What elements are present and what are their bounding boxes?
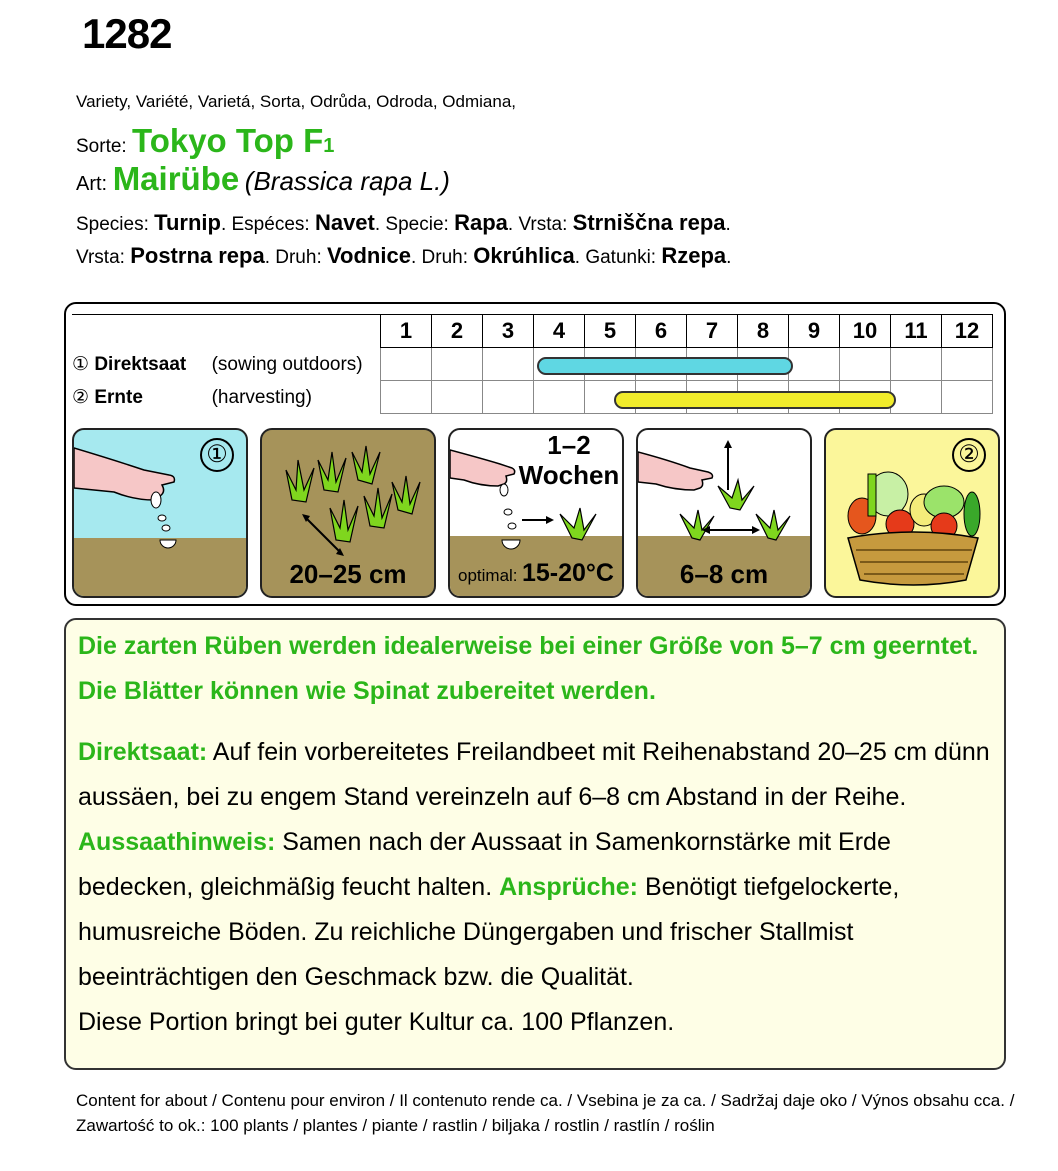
row-name: Direktsaat — [94, 353, 187, 375]
species-value: Rzepa — [661, 243, 727, 268]
species-label: . Druh: — [264, 247, 328, 268]
month-header: 6 — [636, 315, 687, 348]
calendar-panel — [64, 302, 1006, 606]
month-header: 9 — [789, 315, 840, 348]
text-aussaathinweis: Samen nach der Aussaat in Samenkornstärke mit Erde bedecken, gleichmäßig feucht halten. — [78, 828, 891, 901]
species-line-2 — [76, 243, 731, 269]
species-value: Strniščna repa — [572, 210, 726, 235]
row-name: Ernte — [94, 386, 143, 408]
sorte-subscript: 1 — [323, 135, 335, 157]
hand-sowing-icon — [74, 430, 248, 598]
month-cell — [534, 381, 585, 414]
optimal-label: optimal: — [458, 566, 518, 585]
harvest-period-bar — [614, 391, 896, 409]
species-value: Postrna repa — [130, 243, 265, 268]
vegetable-basket-icon — [826, 430, 1000, 598]
sorte-row — [76, 122, 334, 160]
species-line-1 — [76, 210, 731, 236]
species-value: Rapa — [454, 210, 508, 235]
species-label: . Espéces: — [220, 214, 315, 235]
sorte-value: Tokyo Top F — [131, 122, 324, 159]
month-header: 10 — [840, 315, 891, 348]
species-value: Navet — [314, 210, 375, 235]
row-desc: (harvesting) — [211, 386, 312, 408]
row-marker: ② — [72, 386, 90, 408]
month-header: 5 — [585, 315, 636, 348]
month-header: 3 — [483, 315, 534, 348]
species-label: Vrsta: — [76, 247, 131, 268]
month-cell — [891, 381, 942, 414]
month-cell — [891, 348, 942, 381]
step-marker: ② — [952, 438, 986, 472]
month-header: 8 — [738, 315, 789, 348]
footer-content-note: Content for about / Contenu pour environ / Il contenuto rende ca. / Vsebina je za ca. / Sadržaj daje oko / Výnos obsahu cca. / Zawartość to ok.: 100 plants / plantes / piante / rastlin / biljaka / rostlin / rastlín / roślin — [76, 1091, 1015, 1135]
art-value: Mairübe — [112, 160, 240, 197]
calendar-row-label — [72, 348, 381, 381]
month-cell — [483, 348, 534, 381]
art-label: Art: — [76, 173, 108, 195]
sorte-label: Sorte: — [76, 136, 127, 157]
row-spacing-label: 20–25 cm — [289, 559, 407, 589]
species-label: . Gatunki: — [574, 247, 662, 268]
harvest-note-line-1: Die zarten Rüben werden idealerweise bei einer Größe von 5–7 cm geerntet. — [78, 632, 979, 660]
text-ansprueche: Benötigt tiefgelockerte, humusreiche Böden. Zu reichliche Düngergaben und frischer Stallmist beeinträchtigen den Geschmack bzw. die Qualität. — [78, 873, 900, 991]
calendar-row-sowing — [72, 348, 993, 381]
month-cell — [432, 381, 483, 414]
month-cell — [381, 381, 432, 414]
heading-ansprueche: Ansprüche: — [499, 873, 638, 901]
harvest-note — [78, 624, 998, 714]
product-code: 1282 — [82, 10, 172, 57]
month-header: 2 — [432, 315, 483, 348]
month-cell — [381, 348, 432, 381]
germination-unit: Wochen — [518, 460, 620, 490]
month-cell — [432, 348, 483, 381]
germination-weeks: 1–2 — [547, 430, 591, 460]
species-value: Okrúhlica — [473, 243, 575, 268]
cultivation-text — [78, 730, 998, 1045]
optimal-temp-value: 15-20°C — [521, 559, 614, 587]
portion-note: Diese Portion bringt bei guter Kultur ca. 100 Pflanzen. — [78, 1008, 675, 1036]
species-label: Species: — [76, 214, 155, 235]
tile-harvest — [824, 428, 1000, 598]
heading-direktsaat: Direktsaat: — [78, 738, 208, 766]
calendar-row-label — [72, 381, 381, 414]
month-header: 7 — [687, 315, 738, 348]
species-label: . — [726, 247, 732, 268]
tile-thinning — [636, 428, 812, 598]
month-cell — [789, 348, 840, 381]
month-header: 1 — [381, 315, 432, 348]
calendar-header-row — [72, 315, 993, 348]
month-header: 12 — [942, 315, 993, 348]
harvest-note-line-2: Die Blätter können wie Spinat zubereitet werden. — [78, 677, 656, 705]
species-label: . Druh: — [410, 247, 474, 268]
species-label: . — [725, 214, 731, 235]
month-cell — [942, 381, 993, 414]
species-label: . Vrsta: — [507, 214, 573, 235]
variety-line: Variety, Variété, Varietá, Sorta, Odrůda, Odroda, Odmiana, — [76, 92, 517, 111]
month-cell — [840, 348, 891, 381]
species-label: . Specie: — [374, 214, 455, 235]
text-direktsaat: Auf fein vorbereitetes Freilandbeet mit Reihenabstand 20–25 cm dünn aussäen, bei zu engem Stand vereinzeln auf 6–8 cm Abstand in der Reihe. — [78, 738, 990, 811]
art-latin: (Brassica rapa L.) — [244, 166, 450, 196]
month-cell — [942, 348, 993, 381]
art-row — [76, 160, 450, 198]
month-header: 4 — [534, 315, 585, 348]
info-panel — [64, 618, 1006, 1070]
tile-row-spacing — [260, 428, 436, 598]
row-marker: ① — [72, 353, 90, 375]
month-header: 11 — [891, 315, 942, 348]
sowing-period-bar — [537, 357, 794, 375]
calendar-corner — [72, 315, 381, 348]
optimal-temp — [450, 559, 622, 588]
tile-germination — [448, 428, 624, 598]
month-cell — [483, 381, 534, 414]
step-marker: ① — [200, 438, 234, 472]
heading-aussaathinweis: Aussaathinweis: — [78, 828, 276, 856]
species-value: Turnip — [154, 210, 221, 235]
thinning-spacing-label: 6–8 cm — [679, 559, 769, 589]
tile-sowing — [72, 428, 248, 598]
row-desc: (sowing outdoors) — [211, 353, 363, 375]
species-value: Vodnice — [327, 243, 411, 268]
